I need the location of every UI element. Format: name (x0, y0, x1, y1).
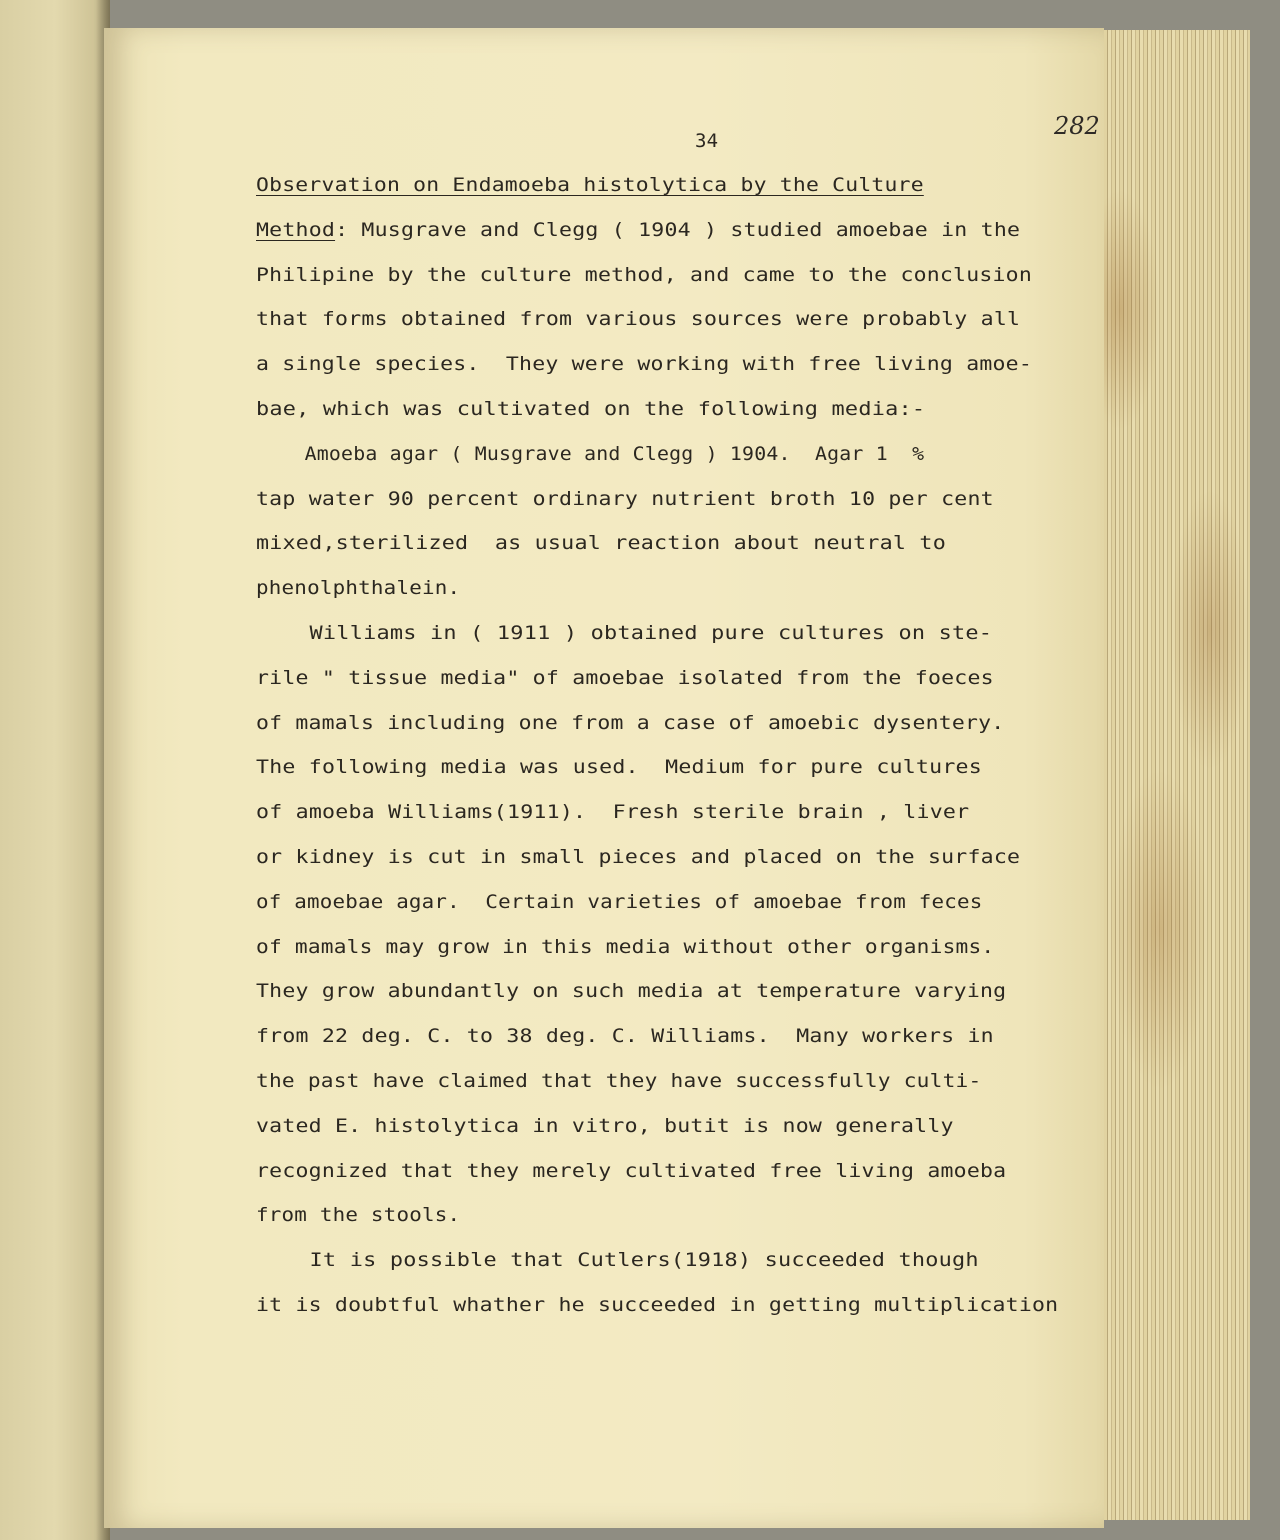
text-run: a single species. They were working with free living amoe- (256, 353, 1032, 376)
text-line (256, 667, 994, 689)
text-line (256, 353, 1032, 375)
text-run: it is doubtful whather he succeeded in getting multiplication (256, 1294, 1059, 1316)
underlined-text: Observation on Endamoeba histolytica by the Culture (256, 174, 924, 196)
text-run: phenolphthalein. (256, 577, 461, 600)
text-run: vated E. histolytica in vitro, butit is now generally (256, 1114, 954, 1137)
text-line (256, 1160, 1006, 1182)
text-line (256, 980, 1006, 1002)
text-line (256, 308, 1020, 330)
text-run: They grow abundantly on such media at temperature varying (256, 980, 1007, 1003)
text-run: recognized that they merely cultivated free living amoeba (256, 1159, 1007, 1182)
text-line (256, 264, 1032, 286)
text-line (256, 1249, 979, 1271)
text-run: bae, which was cultivated on the following media:- (256, 398, 926, 420)
text-line (256, 577, 460, 599)
text-line (256, 712, 1004, 734)
text-line (256, 219, 1020, 241)
text-run: rile " tissue media" of amoebae isolated from the foeces (256, 666, 994, 689)
text-run: The following media was used. Medium for pure cultures (256, 756, 982, 779)
text-line (256, 846, 1020, 868)
text-run: the past have claimed that they have successfully culti- (256, 1070, 982, 1092)
text-line (256, 488, 994, 510)
text-run: mixed,sterilized as usual reaction about neutral to (256, 532, 946, 555)
text-run: of mamals may grow in this media without other organisms. (256, 935, 995, 958)
page-stain (1100, 30, 1250, 1520)
text-run: Philipine by the culture method, and came to the conclusion (256, 263, 1032, 286)
text-line (256, 1204, 460, 1226)
page-number: 34 (695, 130, 719, 152)
text-line (256, 174, 924, 196)
text-line (256, 622, 992, 644)
text-line (256, 532, 946, 554)
text-line (256, 756, 982, 778)
text-run: tap water 90 percent ordinary nutrient broth 10 per cent (256, 487, 994, 510)
text-run: : Musgrave and Clegg ( 1904 ) studied amoebae in the (335, 218, 1021, 241)
text-line (256, 398, 925, 420)
text-run: It is possible that Cutlers(1918) succeeded though (256, 1249, 979, 1272)
text-run: of amoeba Williams(1911). Fresh sterile brain , liver (256, 801, 970, 824)
page-stack-edge (1100, 30, 1250, 1520)
text-run: or kidney is cut in small pieces and placed on the surface (256, 846, 1021, 868)
text-line (256, 1115, 954, 1137)
text-line (256, 1025, 994, 1047)
text-run: from 22 deg. C. to 38 deg. C. Williams. Many workers in (256, 1025, 994, 1048)
underlined-text: Method (256, 218, 336, 241)
text-run: that forms obtained from various sources were probably all (256, 308, 1021, 331)
text-line (256, 936, 994, 958)
document-page (104, 28, 1104, 1528)
text-run: Amoeba agar ( Musgrave and Clegg ) 1904. Agar 1 % (256, 442, 925, 465)
text-run: Williams in ( 1911 ) obtained pure cultures on ste- (256, 622, 993, 644)
text-line (256, 1070, 981, 1092)
text-line (256, 1294, 1058, 1316)
text-line (256, 801, 969, 823)
folio-number: 282 (1054, 112, 1100, 140)
text-run: from the stools. (256, 1204, 461, 1227)
previous-page-edge (0, 0, 110, 1540)
text-line (256, 891, 982, 913)
text-line (256, 443, 924, 465)
text-run: of amoebae agar. Certain varieties of amoebae from feces (256, 890, 983, 913)
text-run: of mamals including one from a case of amoebic dysentery. (256, 711, 1005, 734)
